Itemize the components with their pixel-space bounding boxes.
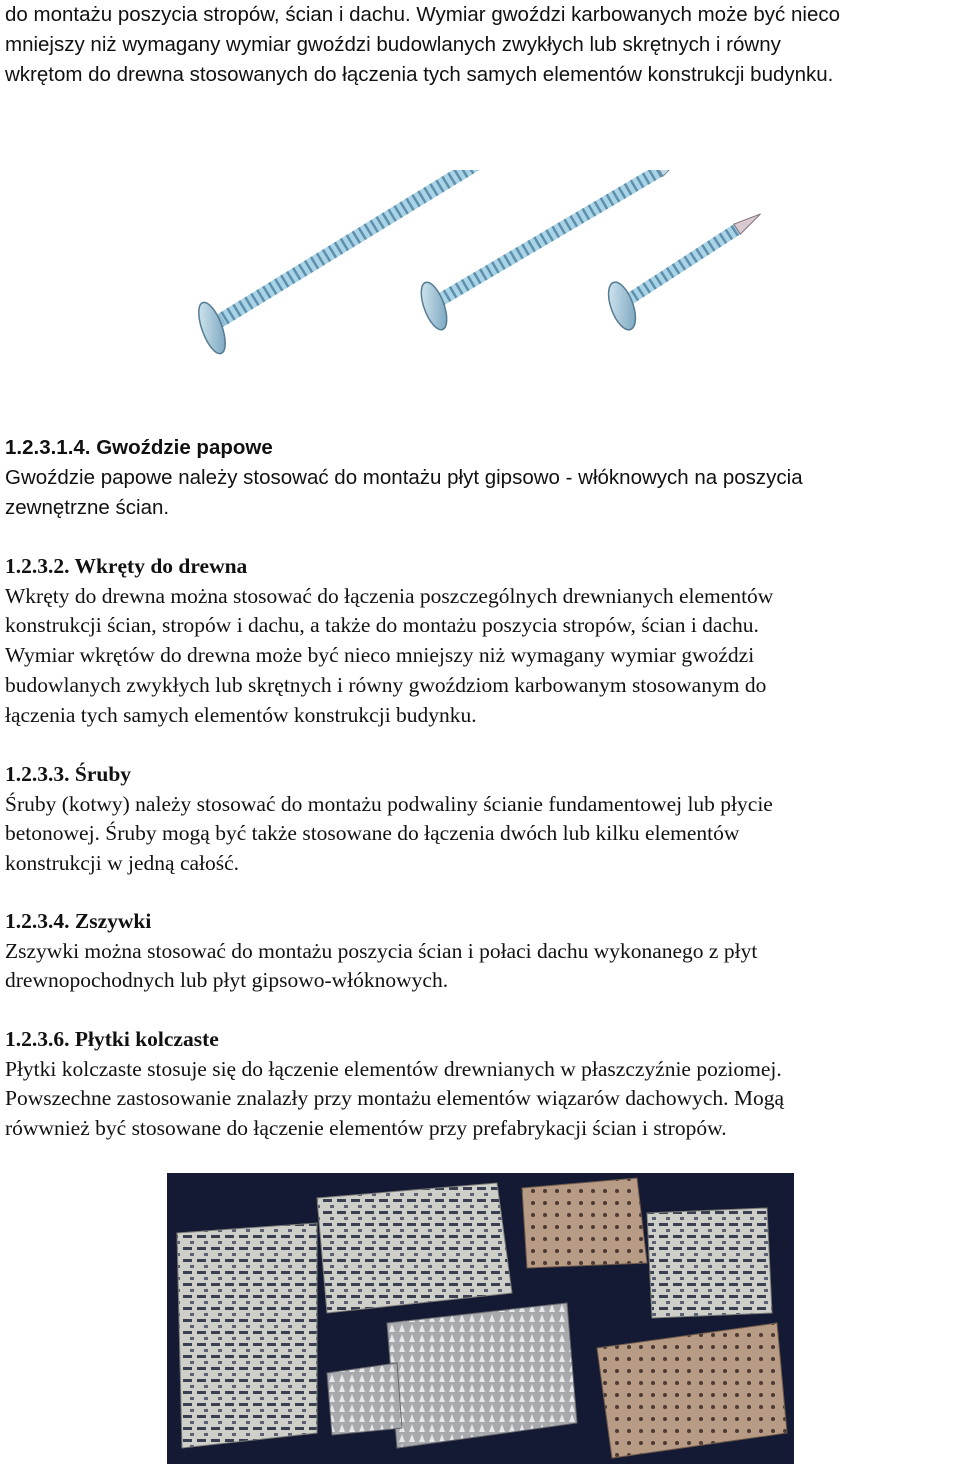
section-line: betonowej. Śruby mogą być także stosowane do łączenia dwóch lub kilku elementów xyxy=(5,821,740,846)
nail-short xyxy=(603,209,764,333)
section-title: Płytki kolczaste xyxy=(74,1027,219,1051)
section-line: Wkręty do drewna można stosować do łączenia poszczególnych drewnianych elementów xyxy=(5,583,774,608)
section-line: konstrukcji ścian, stropów i dachu, a także do montażu poszycia stropów, ścian i dachu. xyxy=(5,613,759,638)
section-sruby xyxy=(5,760,950,879)
section-line: Śruby (kotwy) należy stosować do montażu podwaliny ścianie fundamentowej lub płycie xyxy=(5,791,773,816)
section-number: 1.2.3.1.4. xyxy=(5,436,91,459)
section-zszywki xyxy=(5,907,950,996)
section-title: Gwoździe papowe xyxy=(96,436,273,459)
nail-plates-photo xyxy=(167,1173,794,1464)
intro-line: mniejszy niż wymagany wymiar gwoździ budowlanych zwykłych lub skrętnych i równy xyxy=(5,33,781,56)
nail-medium xyxy=(416,170,684,333)
section-heading xyxy=(5,760,950,790)
section-line: zewnętrzne ścian. xyxy=(5,496,170,519)
section-line: budowlanych zwykłych lub skrętnych i równy gwoździom karbowanym stosowanym do xyxy=(5,672,767,697)
section-title: Zszywki xyxy=(74,909,152,933)
section-line: Płytki kolczaste stosuje się do łączenie elementów drewnianych w płaszczyźnie poziomej. xyxy=(5,1056,782,1081)
section-number: 1.2.3.4. xyxy=(5,909,70,933)
section-heading xyxy=(5,907,950,937)
nails-photo xyxy=(190,170,810,390)
plate-spikes-center xyxy=(387,1303,577,1448)
plate-small xyxy=(327,1363,402,1435)
section-line: rówwnież być stosowane do łączenie elementów przy prefabrykacji ścian i stropów. xyxy=(5,1116,727,1141)
section-number: 1.2.3.6. xyxy=(5,1027,70,1051)
section-line: Gwoździe papowe należy stosować do montażu płyt gipsowo - włóknowych na poszycia xyxy=(5,466,803,489)
intro-line: wkrętom do drewna stosowanych do łączenia tych samych elementów konstrukcji budynku. xyxy=(5,63,834,86)
section-wkrety-do-drewna xyxy=(5,552,950,730)
plate-perforated xyxy=(522,1178,647,1268)
section-line: łączenia tych samych elementów konstrukcji budynku. xyxy=(5,702,477,727)
nail-plates-icon xyxy=(167,1173,794,1464)
section-gwozdzie-papowe xyxy=(5,433,950,523)
section-line: drewnopochodnych lub płyt gipsowo-włóknowych. xyxy=(5,968,449,993)
plate-teeth-right xyxy=(647,1208,772,1318)
intro-paragraph xyxy=(5,0,950,90)
nail-long xyxy=(193,170,503,357)
section-heading xyxy=(5,552,950,582)
intro-line: do montażu poszycia stropów, ścian i dachu. Wymiar gwoździ karbowanych może być nieco xyxy=(5,3,841,26)
section-line: Wymiar wkrętów do drewna może być nieco mniejszy niż wymagany wymiar gwoździ xyxy=(5,643,755,668)
section-title: Śruby xyxy=(74,762,132,786)
section-line: konstrukcji w jedną całość. xyxy=(5,851,240,876)
plate-teeth-left xyxy=(177,1223,317,1448)
section-title: Wkręty do drewna xyxy=(74,554,248,578)
section-number: 1.2.3.3. xyxy=(5,762,70,786)
section-heading xyxy=(5,433,950,463)
section-plytki-kolczaste xyxy=(5,1025,950,1144)
section-line: Zszywki można stosować do montażu poszycia ścian i połaci dachu wykonanego z płyt xyxy=(5,938,758,963)
section-number: 1.2.3.2. xyxy=(5,554,70,578)
ring-shank-nails-icon xyxy=(190,170,810,390)
section-heading xyxy=(5,1025,950,1055)
plate-teeth-large xyxy=(317,1183,512,1313)
section-line: Powszechne zastosowanie znalazły przy montażu elementów wiązarów dachowych. Mogą xyxy=(5,1086,785,1111)
